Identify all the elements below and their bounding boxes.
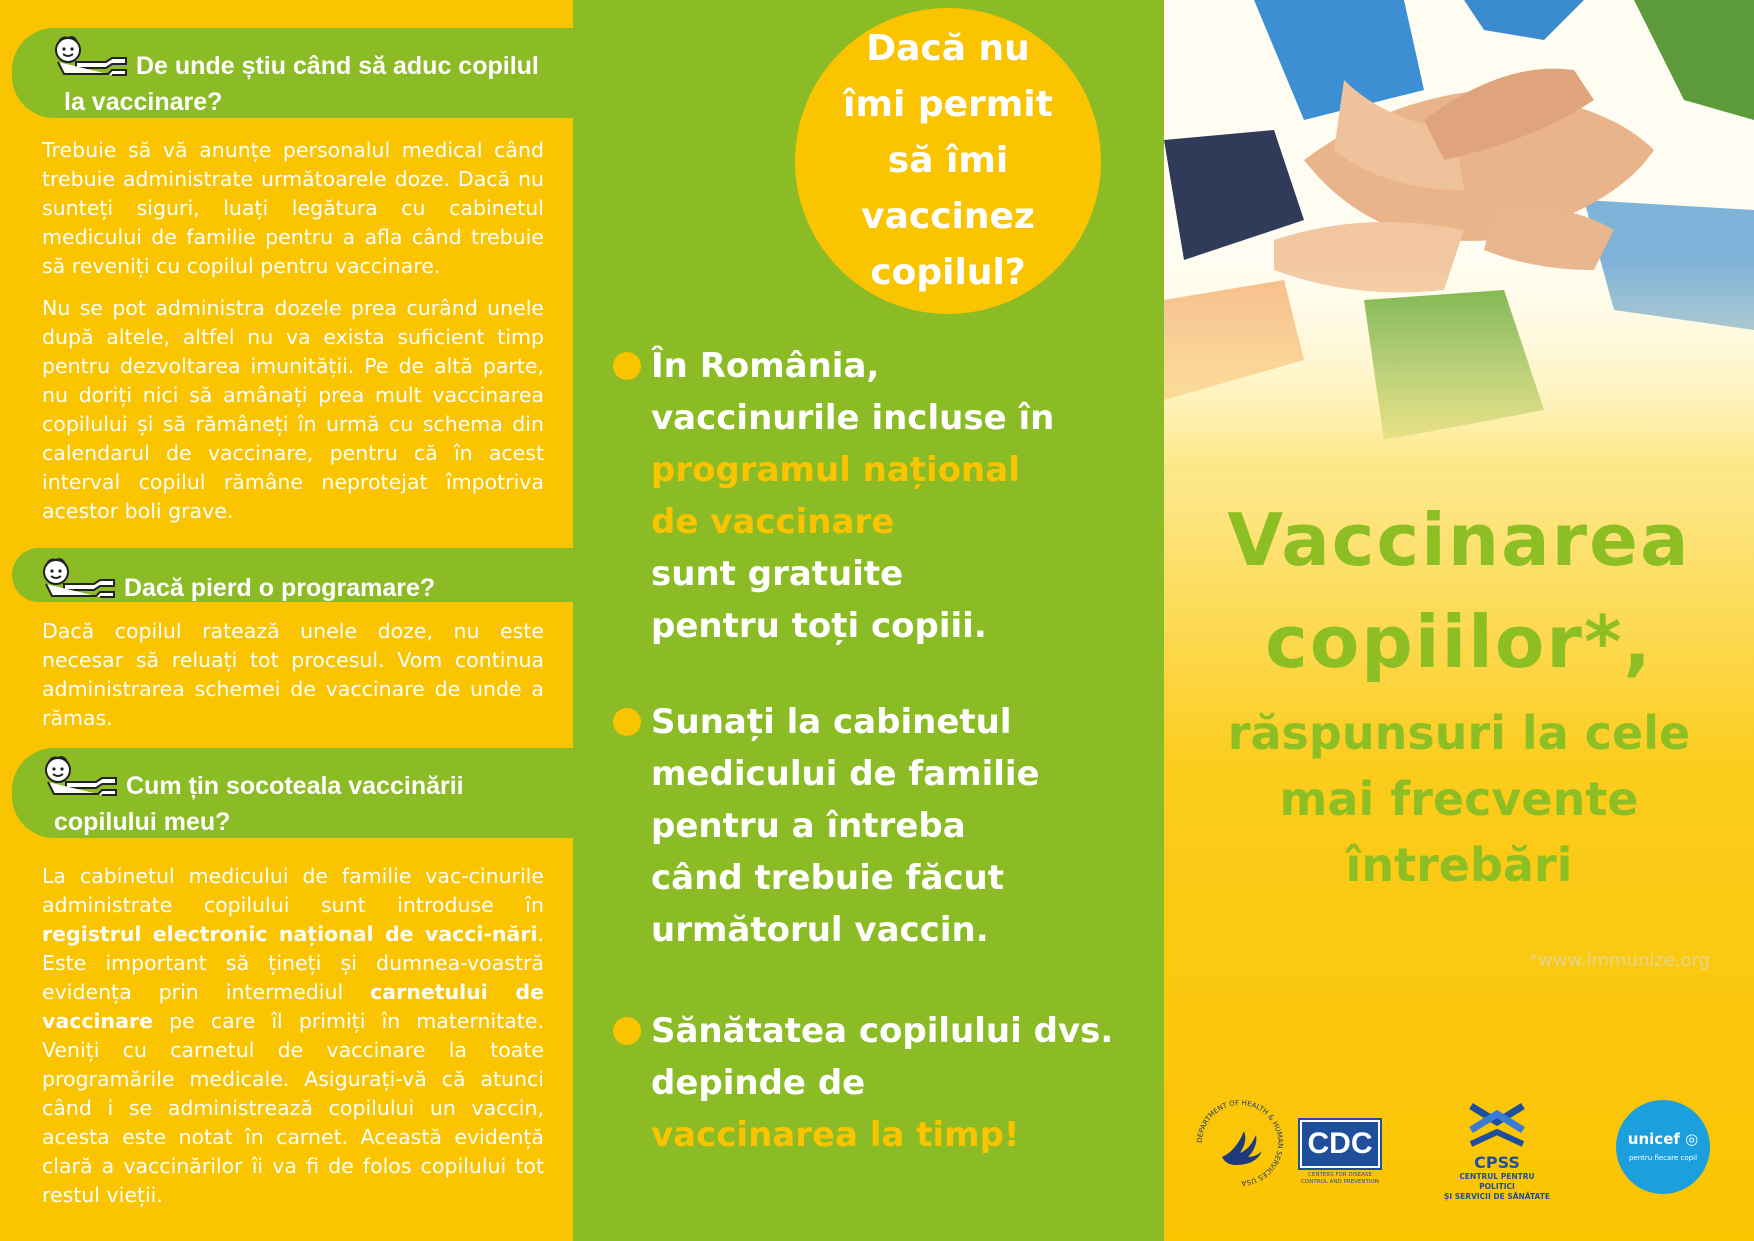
question-title-cont: la vaccinare? (64, 88, 223, 116)
circle-line: să îmi vaccinez (861, 140, 1035, 237)
cover-subtitle: răspunsuri la cele mai frecvente întrebări (1227, 706, 1691, 892)
cpss-mark-icon (1467, 1100, 1527, 1150)
child-icon (40, 754, 120, 798)
child-icon (50, 34, 130, 78)
question-title: De unde știu când să aduc copilul (136, 52, 539, 80)
question-bar-track-vaccination (12, 748, 573, 838)
question-title: Dacă pierd o programare? (124, 574, 436, 602)
left-panel (0, 0, 573, 1241)
cpss-logo: CPSS CENTRUL PENTRU POLITICI ȘI SERVICII DE SĂNĂTATE (1442, 1100, 1552, 1202)
question-title: Cum țin socoteala vaccinării (126, 772, 464, 800)
cover-panel (1164, 0, 1754, 1241)
child-icon (38, 556, 118, 600)
stacked-hands-photo (1164, 0, 1754, 470)
circle-line: copilul? (870, 252, 1026, 293)
svg-text:DEPARTMENT OF HEALTH & HUMAN S: DEPARTMENT OF HEALTH & HUMAN SERVICES USA (1195, 1098, 1285, 1188)
cdc-logo: CDC CENTERS FOR DISEASE CONTROL AND PREVENTION (1300, 1120, 1380, 1186)
paragraph-missed-doses: Dacă copilul ratează unele doze, nu este necesar să reluați tot procesul. Vom continua administrarea schemei de vaccinare de unde a rămas. (42, 619, 544, 730)
paragraph-vaccination-record: La cabinetul medicului de familie vac-cinurile administrate copilului sunt introduse în registrul electronic național de vacci-nări. Este important să țineți și dumnea-voastră evidența prin intermediul carnetului de vaccinare pe care îl primiți în maternitate. Veniți cu carnetul de vaccinare la toate programările medicale. Asigurați-vă că atunci când i se administrează copilului un vaccin, acesta este notat în carnet. Această evidență clară a vaccinărilor îi va fi de folos copilului tot restul vieții. (42, 864, 544, 1207)
hhs-logo (1192, 1095, 1288, 1191)
unicef-globe-icon: ◎ (1679, 1130, 1699, 1148)
paragraph-doses-notice: Trebuie să vă anunțe personalul medical când trebuie administrate următoarele doze. Dacă nu sunteți siguri, luați legătura cu cabinetul medicului de familie pentru a afla când trebuie să reveniți cu copilul pentru vaccinare. (42, 138, 544, 278)
bullet-dot (613, 352, 641, 380)
question-title-cont: copilului meu? (54, 808, 231, 836)
circle-line: Dacă nu (866, 28, 1030, 69)
source-reference: *www.immunize.org (1529, 950, 1710, 971)
circle-line: îmi permit (843, 84, 1053, 125)
question-bar-when-to-bring (12, 28, 573, 118)
cover-title-line1: Vaccinarea (1227, 498, 1691, 582)
unicef-logo: unicef ◎ pentru fiecare copil (1616, 1100, 1710, 1194)
bullet-dot (613, 708, 641, 736)
bullet-dot (613, 1017, 641, 1045)
middle-panel: Dacă nu îmi permit să îmi vaccinez copilul? În România, vaccinurile incluse în programul național de vaccinare sunt gratuite pentru toți copiii. Sunați la cabinetul medicului de familie pentru a întreba când trebuie făcut următorul vaccin. Sănătatea copilului dvs. depinde de vaccinarea la timp! (573, 0, 1164, 1241)
cover-title-line2: copiilor*, (1265, 600, 1653, 684)
question-circle (795, 8, 1101, 314)
paragraph-doses-timing: Nu se pot administra dozele prea curând unele după altele, altfel nu va exista suficient timp pentru dezvoltarea imunității. Pe de altă parte, nu doriți nici să amânați prea mult vaccinarea copilului și să rămâneți în urmă cu schema din calendarul de vaccinare, pentru că în acest interval copilul rămâne neprotejat împotriva acestor boli grave. (42, 296, 544, 523)
question-bar-missed-appointment (12, 548, 573, 602)
